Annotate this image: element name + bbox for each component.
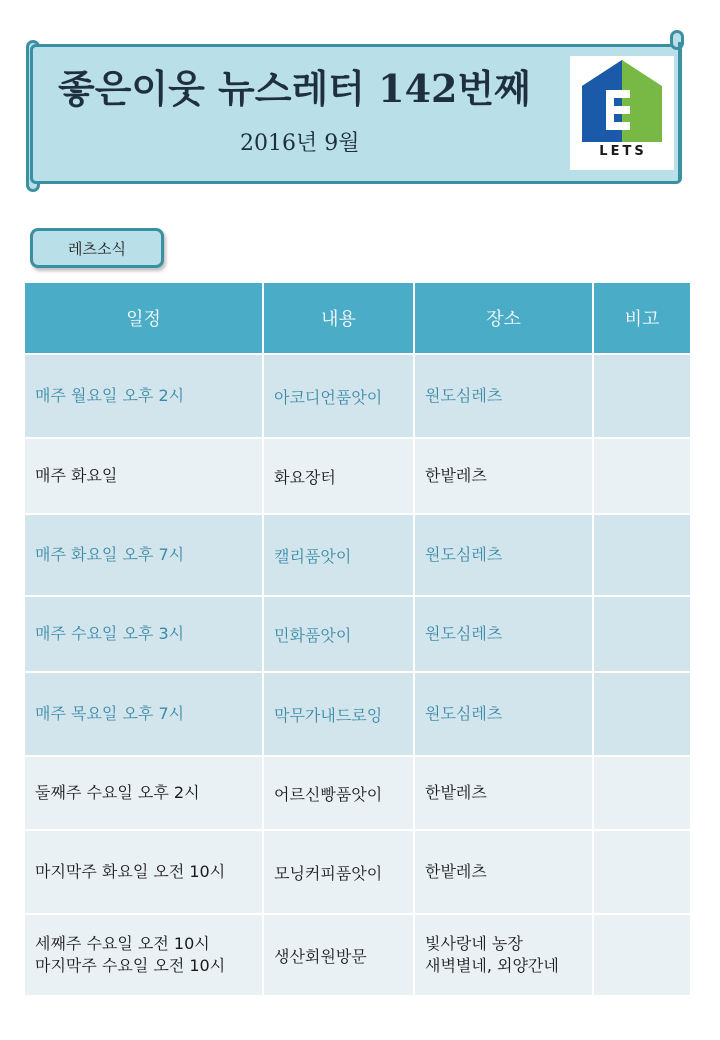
place-line: 빛사랑네 농장 [425,934,523,953]
column-header-schedule: 일정 [24,282,263,354]
table-row [24,672,691,756]
schedule-line: 마지막주 화요일 오전 10시 [35,862,226,881]
table-row [24,354,691,438]
lets-logo [570,56,674,170]
cell-place [414,830,593,914]
cell-place [414,514,593,596]
schedule-line: 매주 목요일 오후 7시 [35,704,185,723]
schedule-line: 매주 화요일 [35,466,118,485]
cell-schedule [24,830,263,914]
schedule-line: 둘째주 수요일 오후 2시 [35,783,200,802]
cell-note [593,756,691,830]
place-line: 한밭레츠 [425,783,487,802]
cell-content: 생산회원방문 [263,914,414,996]
banner-scroll-right [670,30,684,50]
place-line: 원도심레츠 [425,545,503,564]
cell-place [414,672,593,756]
schedule-line: 매주 수요일 오후 3시 [35,624,185,643]
table-row [24,914,691,996]
cell-place [414,756,593,830]
schedule-line: 세째주 수요일 오전 10시 [35,934,210,953]
cell-schedule [24,354,263,438]
cell-content: 막무가내드로잉 [263,672,414,756]
cell-schedule [24,514,263,596]
cell-content: 아코디언품앗이 [263,354,414,438]
place-line: 원도심레츠 [425,624,503,643]
cell-place [414,354,593,438]
place-line: 원도심레츠 [425,704,503,723]
table-row [24,514,691,596]
cell-note [593,354,691,438]
cell-content: 어르신빵품앗이 [263,756,414,830]
cell-note [593,672,691,756]
table-row [24,830,691,914]
cell-schedule [24,914,263,996]
newsletter-date: 2016년 9월 [240,131,360,156]
cell-place [414,438,593,514]
cell-content: 화요장터 [263,438,414,514]
cell-content: 민화품앗이 [263,596,414,672]
column-header-content: 내용 [263,282,414,354]
cell-place [414,914,593,996]
cell-note [593,514,691,596]
table-header-row [24,282,691,354]
schedule-table [23,281,692,997]
cell-note [593,596,691,672]
cell-content: 모닝커피품앗이 [263,830,414,914]
cell-schedule [24,596,263,672]
place-line: 한밭레츠 [425,862,487,881]
column-header-place: 장소 [414,282,593,354]
place-line: 한밭레츠 [425,466,487,485]
cell-schedule [24,438,263,514]
banner-scroll-edge [678,42,681,180]
section-tab-lets-news: 레츠소식 [30,228,164,268]
column-header-note: 비고 [593,282,691,354]
cell-note [593,438,691,514]
schedule-line: 마지막주 수요일 오전 10시 [35,956,226,975]
cell-note [593,914,691,996]
newsletter-title: 좋은이웃 뉴스레터 142번째 [58,66,531,111]
cell-content: 캘리품앗이 [263,514,414,596]
table-row [24,438,691,514]
logo-text: LETS [599,144,647,159]
schedule-line: 매주 화요일 오후 7시 [35,545,185,564]
table-row [24,596,691,672]
cell-place [414,596,593,672]
cell-note [593,830,691,914]
cell-schedule [24,672,263,756]
table-row [24,756,691,830]
place-line: 원도심레츠 [425,386,503,405]
cell-schedule [24,756,263,830]
place-line: 새벽별네, 외양간네 [425,956,559,975]
schedule-line: 매주 월요일 오후 2시 [35,386,185,405]
